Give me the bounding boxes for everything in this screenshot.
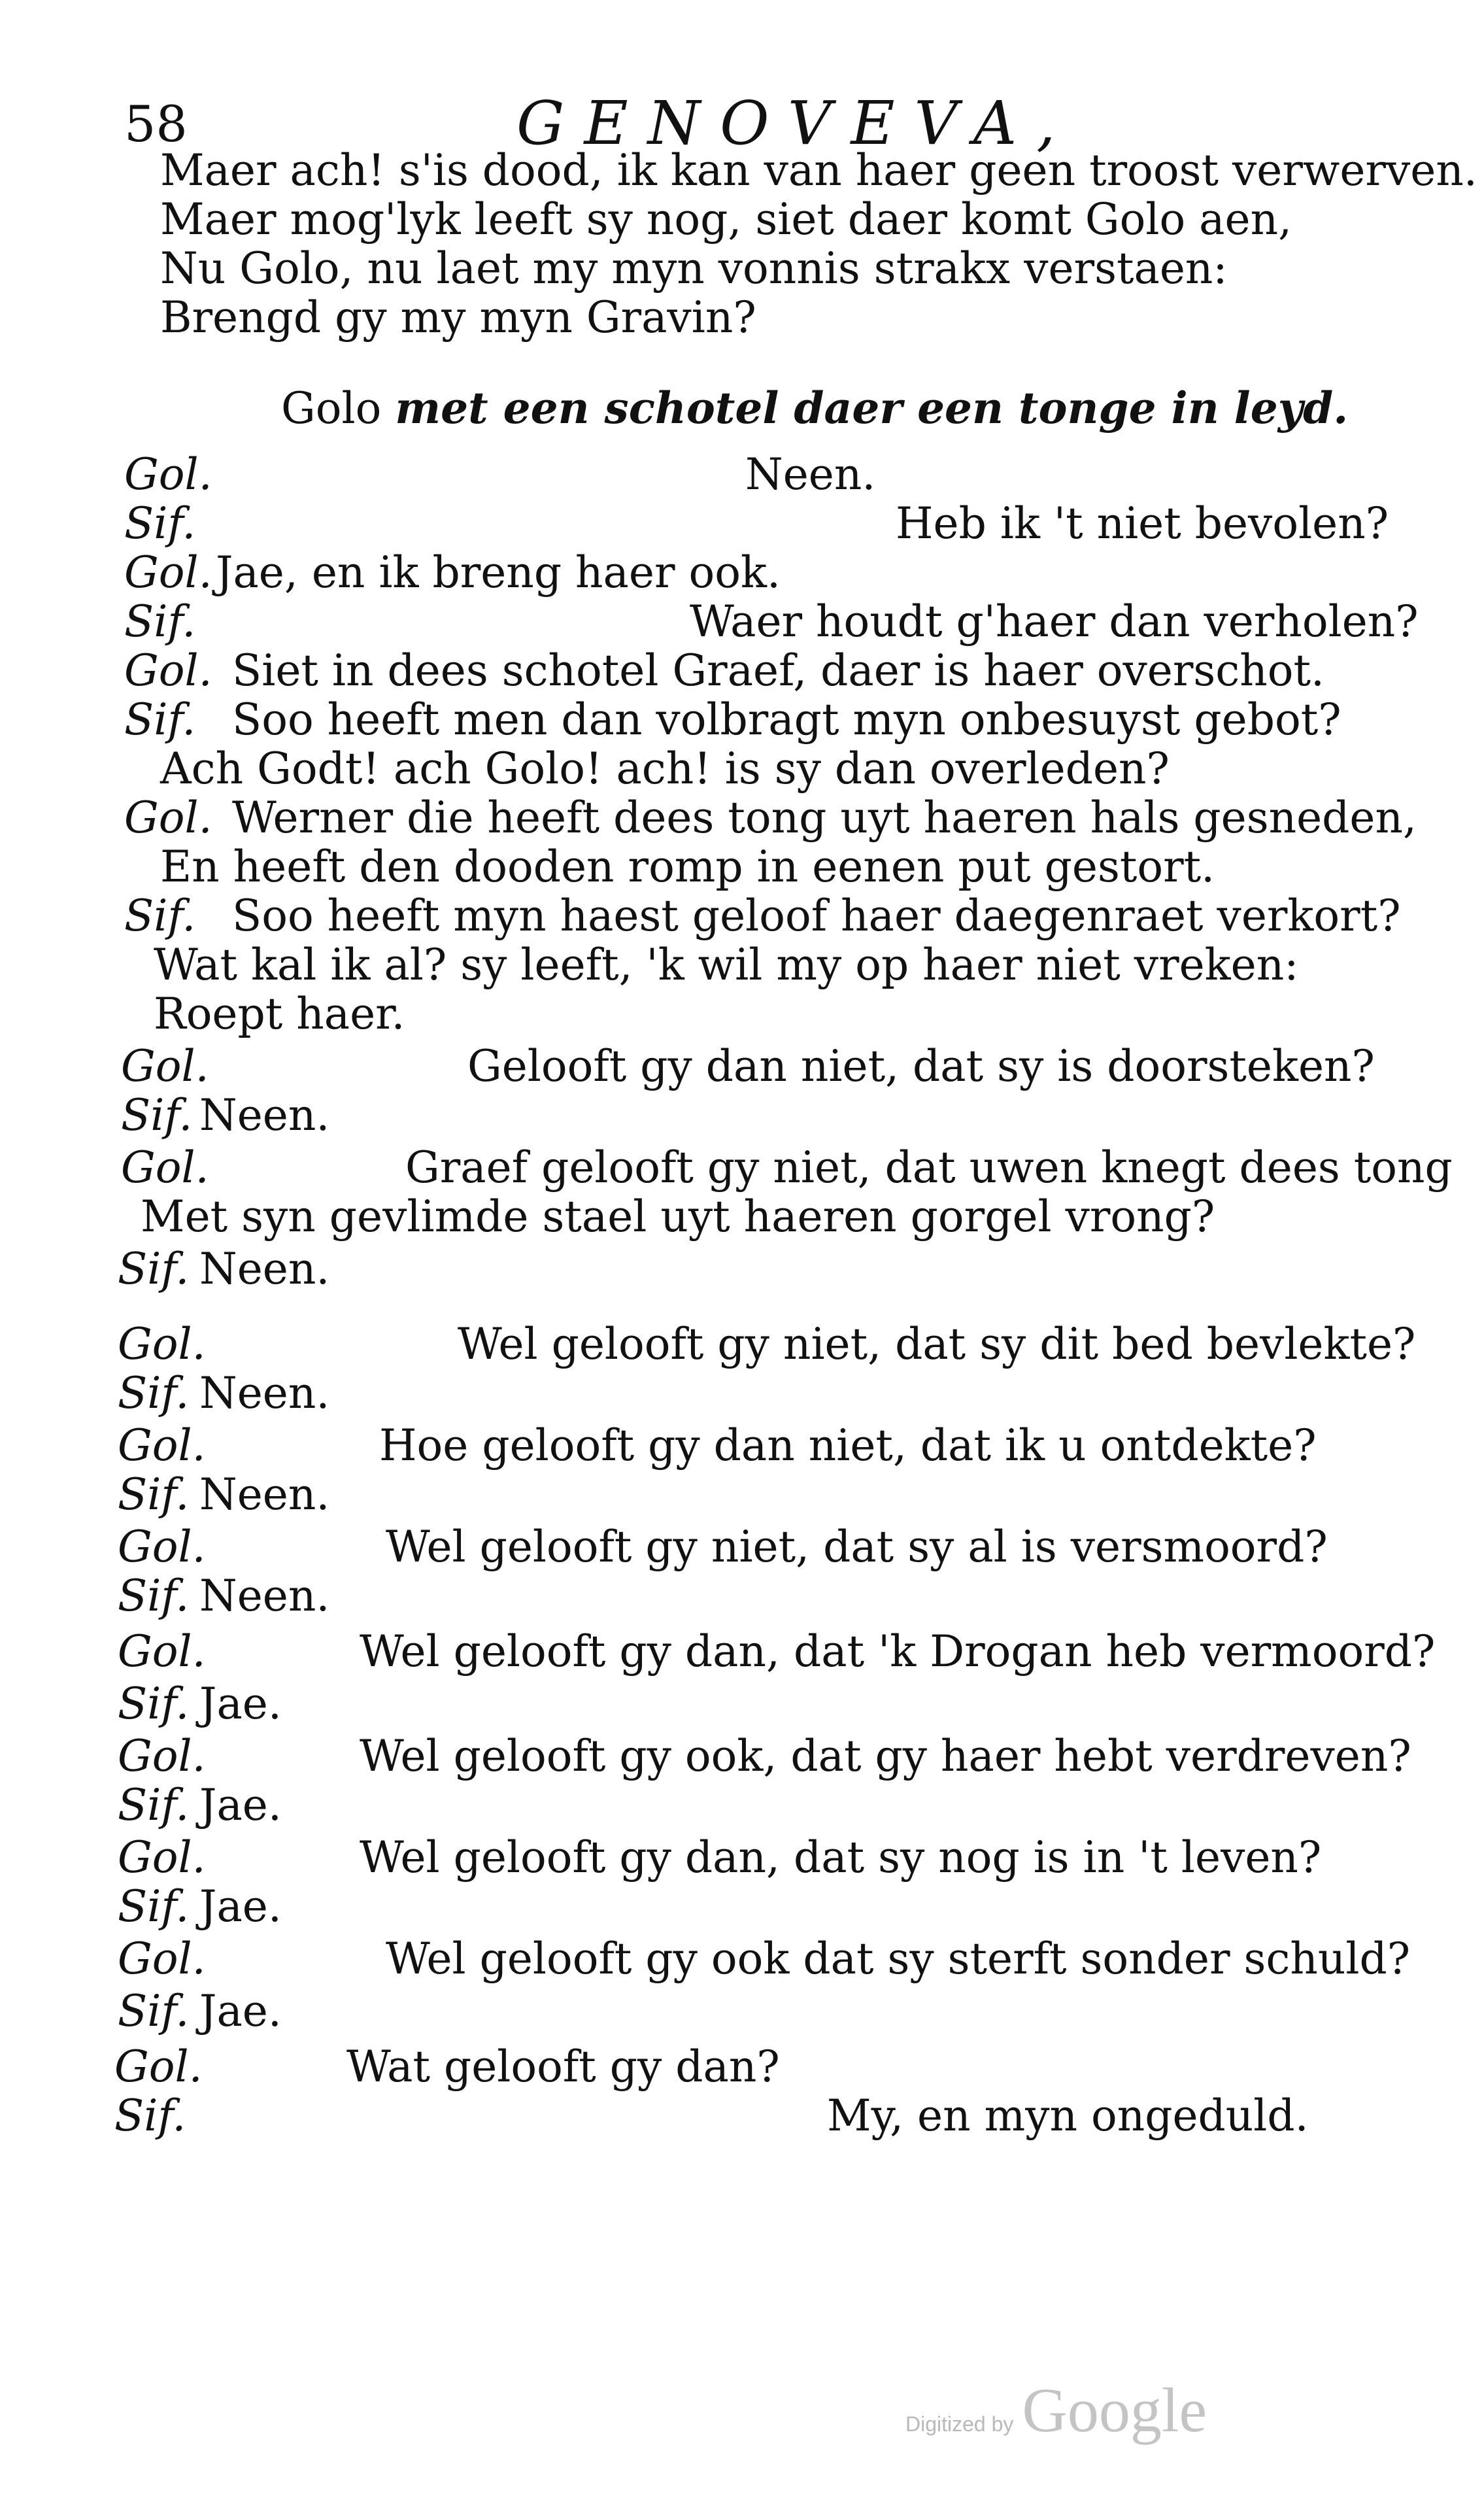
digitization-watermark (905, 2374, 1207, 2446)
speech-text: Met syn gevlimde stael uyt haeren gorgel vrong? (141, 1191, 1215, 1242)
speech-text: En heeft den dooden romp in eenen put gestort. (160, 842, 1215, 892)
speech-text: Ach Godt! ach Golo! ach! is sy dan overleden? (160, 743, 1170, 794)
stage-direction (281, 383, 1348, 434)
speaker-label: Sif. (118, 1986, 190, 2036)
speech-text: Gelooft gy dan niet, dat sy is doorsteken? (467, 1041, 1375, 1091)
digitized-by-text: Digitized by (905, 2412, 1014, 2436)
speaker-label: Gol. (118, 1319, 206, 1369)
verse-line: Maer mog'lyk leeft sy nog, siet daer komt Golo aen, (160, 194, 1292, 245)
speech-text: Wel gelooft gy ook, dat gy haer hebt verdreven? (360, 1731, 1411, 1781)
speaker-label: Sif. (124, 891, 196, 941)
speech-text: Wel gelooft gy niet, dat sy dit bed bevlekte? (458, 1319, 1416, 1369)
speaker-label: Gol. (118, 1934, 206, 1984)
stage-direction-text: met een schotel daer een tonge in leyd. (395, 383, 1349, 434)
speech-text: Siet in dees schotel Graef, daer is haer overschot. (232, 645, 1324, 696)
speaker-label: Sif. (118, 1368, 190, 1418)
speaker-label: Gol. (124, 793, 212, 843)
speaker-label: Sif. (118, 1679, 190, 1729)
speaker-label: Sif. (118, 1469, 190, 1520)
speech-text: Jae. (199, 1780, 282, 1830)
speech-text: Neen. (199, 1090, 330, 1140)
running-title: GENOVEVA, (516, 88, 1075, 158)
speaker-label: Sif. (118, 1881, 190, 1932)
speech-text: Hoe gelooft gy dan niet, dat ik u ontdekte? (379, 1420, 1317, 1471)
page-number: 58 (124, 95, 188, 153)
speech-text: Neen. (199, 1571, 330, 1621)
speech-text: Neen. (745, 449, 876, 500)
speech-text: Werner die heeft dees tong uyt haeren hals gesneden, (232, 793, 1417, 843)
speech-text: My, en myn ongeduld. (827, 2091, 1309, 2141)
speaker-label: Gol. (118, 1832, 206, 1883)
speaker-label: Sif. (118, 1780, 190, 1830)
speech-text: Wel gelooft gy dan, dat sy nog is in 't leven? (360, 1832, 1322, 1883)
speaker-label: Gol. (124, 449, 212, 500)
speech-text: Waer houdt g'haer dan verholen? (690, 596, 1419, 647)
speech-text: Wat gelooft gy dan? (346, 2041, 780, 2092)
speaker-label: Gol. (121, 1142, 209, 1193)
speech-text: Neen. (199, 1244, 330, 1294)
speaker-label: Gol. (121, 1041, 209, 1091)
speaker-label: Sif. (124, 694, 196, 745)
speaker-label: Gol. (118, 1522, 206, 1572)
verse-line: Brengd gy my myn Gravin? (160, 292, 756, 343)
speech-text: Neen. (199, 1368, 330, 1418)
speaker-label: Sif. (124, 498, 196, 549)
speech-text: Roept haer. (154, 989, 405, 1039)
speaker-label: Gol. (124, 645, 212, 696)
speaker-label: Gol. (124, 547, 212, 598)
speaker-label: Sif. (124, 596, 196, 647)
speaker-label: Gol. (114, 2041, 203, 2092)
google-logo: Google (1022, 2375, 1207, 2445)
verse-line: Nu Golo, nu laet my myn vonnis strakx verstaen: (160, 243, 1228, 294)
speaker-label: Sif. (121, 1090, 193, 1140)
speaker-label: Sif. (118, 1244, 190, 1294)
speaker-label: Gol. (118, 1420, 206, 1471)
speaker-label: Sif. (114, 2091, 186, 2141)
speech-text: Jae. (199, 1679, 282, 1729)
speech-text: Wel gelooft gy dan, dat 'k Drogan heb vermoord? (360, 1626, 1436, 1677)
speech-text: Neen. (199, 1469, 330, 1520)
speech-text: Soo heeft myn haest geloof haer daegenraet verkort? (232, 891, 1401, 941)
speech-text: Wel gelooft gy niet, dat sy al is versmoord? (386, 1522, 1328, 1572)
speech-text: Jae. (199, 1881, 282, 1932)
speech-text: Jae. (199, 1986, 282, 2036)
speaker-label: Sif. (118, 1571, 190, 1621)
verse-line: Maer ach! s'is dood, ik kan van haer geen troost verwerven. (160, 145, 1477, 196)
speech-text: Wat kal ik al? sy leeft, 'k wil my op haer niet vreken: (154, 940, 1299, 990)
speech-text: Soo heeft men dan volbragt myn onbesuyst gebot? (232, 694, 1341, 745)
speech-text: Jae, en ik breng haer ook. (216, 547, 781, 598)
speaker-label: Gol. (118, 1626, 206, 1677)
speech-text: Wel gelooft gy ook dat sy sterft sonder schuld? (386, 1934, 1411, 1984)
speech-text: Heb ik 't niet bevolen? (896, 498, 1389, 549)
stage-direction-name: Golo (281, 383, 382, 434)
speaker-label: Gol. (118, 1731, 206, 1781)
speech-text: Graef gelooft gy niet, dat uwen knegt dees tong (405, 1142, 1453, 1193)
